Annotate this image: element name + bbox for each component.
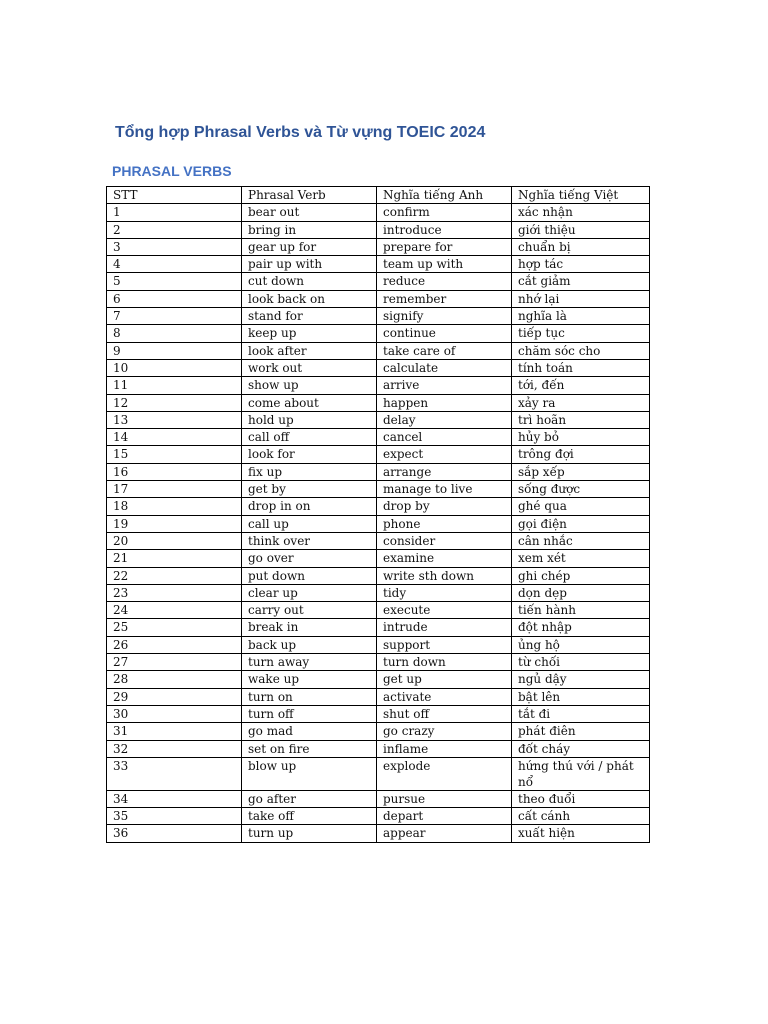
cell-phrasal-verb: go mad xyxy=(242,723,377,740)
table-row xyxy=(107,394,650,411)
cell-stt: 15 xyxy=(107,446,242,463)
cell-vietnamese-meaning: cân nhắc xyxy=(512,532,650,549)
cell-english-meaning: tidy xyxy=(377,584,512,601)
cell-english-meaning: consider xyxy=(377,532,512,549)
cell-vietnamese-meaning: chuẩn bị xyxy=(512,238,650,255)
table-row xyxy=(107,446,650,463)
cell-vietnamese-meaning: hủy bỏ xyxy=(512,429,650,446)
table-row xyxy=(107,654,650,671)
phrasal-verbs-table xyxy=(106,186,650,843)
header-english-meaning: Nghĩa tiếng Anh xyxy=(377,187,512,204)
cell-vietnamese-meaning: nhớ lại xyxy=(512,290,650,307)
cell-stt: 14 xyxy=(107,429,242,446)
table-row xyxy=(107,757,650,790)
table-row xyxy=(107,532,650,549)
cell-english-meaning: signify xyxy=(377,308,512,325)
cell-english-meaning: support xyxy=(377,636,512,653)
table-row xyxy=(107,411,650,428)
cell-english-meaning: phone xyxy=(377,515,512,532)
cell-vietnamese-meaning: cất cánh xyxy=(512,808,650,825)
cell-phrasal-verb: set on fire xyxy=(242,740,377,757)
cell-phrasal-verb: go after xyxy=(242,790,377,807)
cell-vietnamese-meaning: phát điên xyxy=(512,723,650,740)
cell-phrasal-verb: bear out xyxy=(242,204,377,221)
header-stt: STT xyxy=(107,187,242,204)
cell-vietnamese-meaning: tính toán xyxy=(512,359,650,376)
cell-phrasal-verb: keep up xyxy=(242,325,377,342)
cell-phrasal-verb: blow up xyxy=(242,757,377,790)
table-row xyxy=(107,688,650,705)
table-row xyxy=(107,342,650,359)
cell-stt: 17 xyxy=(107,481,242,498)
cell-stt: 13 xyxy=(107,411,242,428)
section-heading-phrasal-verbs: PHRASAL VERBS xyxy=(112,163,232,179)
cell-stt: 24 xyxy=(107,602,242,619)
cell-stt: 3 xyxy=(107,238,242,255)
cell-phrasal-verb: gear up for xyxy=(242,238,377,255)
cell-phrasal-verb: call off xyxy=(242,429,377,446)
cell-phrasal-verb: cut down xyxy=(242,273,377,290)
cell-english-meaning: happen xyxy=(377,394,512,411)
cell-vietnamese-meaning: dọn dẹp xyxy=(512,584,650,601)
table-row xyxy=(107,204,650,221)
cell-phrasal-verb: bring in xyxy=(242,221,377,238)
cell-stt: 22 xyxy=(107,567,242,584)
cell-phrasal-verb: hold up xyxy=(242,411,377,428)
cell-vietnamese-meaning: tiếp tục xyxy=(512,325,650,342)
cell-stt: 35 xyxy=(107,808,242,825)
cell-phrasal-verb: go over xyxy=(242,550,377,567)
cell-english-meaning: confirm xyxy=(377,204,512,221)
cell-phrasal-verb: carry out xyxy=(242,602,377,619)
cell-english-meaning: drop by xyxy=(377,498,512,515)
table-row xyxy=(107,602,650,619)
cell-stt: 16 xyxy=(107,463,242,480)
table-row xyxy=(107,359,650,376)
cell-phrasal-verb: look for xyxy=(242,446,377,463)
cell-english-meaning: reduce xyxy=(377,273,512,290)
cell-vietnamese-meaning: tắt đi xyxy=(512,705,650,722)
cell-vietnamese-meaning: ủng hộ xyxy=(512,636,650,653)
cell-stt: 12 xyxy=(107,394,242,411)
cell-phrasal-verb: work out xyxy=(242,359,377,376)
cell-vietnamese-meaning: hứng thú với / phát nổ xyxy=(512,757,650,790)
cell-phrasal-verb: look after xyxy=(242,342,377,359)
cell-phrasal-verb: show up xyxy=(242,377,377,394)
cell-stt: 34 xyxy=(107,790,242,807)
table-row xyxy=(107,498,650,515)
cell-english-meaning: calculate xyxy=(377,359,512,376)
cell-stt: 27 xyxy=(107,654,242,671)
cell-phrasal-verb: put down xyxy=(242,567,377,584)
cell-stt: 29 xyxy=(107,688,242,705)
cell-vietnamese-meaning: gọi điện xyxy=(512,515,650,532)
cell-stt: 2 xyxy=(107,221,242,238)
cell-english-meaning: turn down xyxy=(377,654,512,671)
cell-english-meaning: take care of xyxy=(377,342,512,359)
cell-phrasal-verb: call up xyxy=(242,515,377,532)
table-body xyxy=(107,187,650,843)
cell-phrasal-verb: wake up xyxy=(242,671,377,688)
cell-vietnamese-meaning: xuất hiện xyxy=(512,825,650,842)
table-row xyxy=(107,429,650,446)
table-header-row xyxy=(107,187,650,204)
table-row xyxy=(107,377,650,394)
cell-english-meaning: introduce xyxy=(377,221,512,238)
cell-stt: 19 xyxy=(107,515,242,532)
table-row xyxy=(107,825,650,842)
cell-vietnamese-meaning: đột nhập xyxy=(512,619,650,636)
table-row xyxy=(107,705,650,722)
cell-english-meaning: arrange xyxy=(377,463,512,480)
cell-english-meaning: manage to live xyxy=(377,481,512,498)
cell-stt: 18 xyxy=(107,498,242,515)
cell-phrasal-verb: turn away xyxy=(242,654,377,671)
cell-vietnamese-meaning: ngủ dậy xyxy=(512,671,650,688)
cell-english-meaning: pursue xyxy=(377,790,512,807)
cell-english-meaning: delay xyxy=(377,411,512,428)
cell-phrasal-verb: fix up xyxy=(242,463,377,480)
cell-vietnamese-meaning: tới, đến xyxy=(512,377,650,394)
cell-vietnamese-meaning: cắt giảm xyxy=(512,273,650,290)
cell-vietnamese-meaning: xem xét xyxy=(512,550,650,567)
cell-english-meaning: activate xyxy=(377,688,512,705)
cell-phrasal-verb: stand for xyxy=(242,308,377,325)
table-row xyxy=(107,808,650,825)
cell-stt: 5 xyxy=(107,273,242,290)
table-row xyxy=(107,550,650,567)
cell-english-meaning: appear xyxy=(377,825,512,842)
cell-stt: 26 xyxy=(107,636,242,653)
cell-phrasal-verb: break in xyxy=(242,619,377,636)
cell-vietnamese-meaning: theo đuổi xyxy=(512,790,650,807)
cell-phrasal-verb: drop in on xyxy=(242,498,377,515)
cell-english-meaning: arrive xyxy=(377,377,512,394)
cell-vietnamese-meaning: tiến hành xyxy=(512,602,650,619)
cell-phrasal-verb: turn off xyxy=(242,705,377,722)
cell-stt: 7 xyxy=(107,308,242,325)
cell-stt: 21 xyxy=(107,550,242,567)
cell-phrasal-verb: look back on xyxy=(242,290,377,307)
cell-vietnamese-meaning: ghé qua xyxy=(512,498,650,515)
cell-english-meaning: inflame xyxy=(377,740,512,757)
document-title: Tổng hợp Phrasal Verbs và Từ vựng TOEIC 2024 xyxy=(115,124,486,141)
cell-stt: 28 xyxy=(107,671,242,688)
cell-stt: 30 xyxy=(107,705,242,722)
cell-english-meaning: intrude xyxy=(377,619,512,636)
table-row xyxy=(107,671,650,688)
table-row xyxy=(107,238,650,255)
table-row xyxy=(107,790,650,807)
cell-phrasal-verb: turn up xyxy=(242,825,377,842)
cell-english-meaning: write sth down xyxy=(377,567,512,584)
cell-stt: 25 xyxy=(107,619,242,636)
table-row xyxy=(107,515,650,532)
table-row xyxy=(107,463,650,480)
cell-stt: 32 xyxy=(107,740,242,757)
cell-english-meaning: cancel xyxy=(377,429,512,446)
table-row xyxy=(107,567,650,584)
cell-stt: 6 xyxy=(107,290,242,307)
cell-english-meaning: explode xyxy=(377,757,512,790)
cell-vietnamese-meaning: trì hoãn xyxy=(512,411,650,428)
table-row xyxy=(107,481,650,498)
cell-vietnamese-meaning: sống được xyxy=(512,481,650,498)
table-row xyxy=(107,325,650,342)
cell-stt: 8 xyxy=(107,325,242,342)
cell-vietnamese-meaning: bật lên xyxy=(512,688,650,705)
table-row xyxy=(107,221,650,238)
cell-phrasal-verb: back up xyxy=(242,636,377,653)
cell-vietnamese-meaning: từ chối xyxy=(512,654,650,671)
cell-english-meaning: execute xyxy=(377,602,512,619)
cell-stt: 36 xyxy=(107,825,242,842)
table-row xyxy=(107,619,650,636)
cell-english-meaning: continue xyxy=(377,325,512,342)
cell-vietnamese-meaning: đốt cháy xyxy=(512,740,650,757)
cell-stt: 10 xyxy=(107,359,242,376)
table-row xyxy=(107,290,650,307)
cell-english-meaning: go crazy xyxy=(377,723,512,740)
cell-english-meaning: expect xyxy=(377,446,512,463)
cell-stt: 11 xyxy=(107,377,242,394)
table-row xyxy=(107,636,650,653)
cell-vietnamese-meaning: ghi chép xyxy=(512,567,650,584)
cell-vietnamese-meaning: xảy ra xyxy=(512,394,650,411)
cell-english-meaning: shut off xyxy=(377,705,512,722)
table-row xyxy=(107,308,650,325)
cell-phrasal-verb: clear up xyxy=(242,584,377,601)
cell-vietnamese-meaning: trông đợi xyxy=(512,446,650,463)
cell-stt: 20 xyxy=(107,532,242,549)
table-row xyxy=(107,584,650,601)
cell-english-meaning: get up xyxy=(377,671,512,688)
cell-phrasal-verb: come about xyxy=(242,394,377,411)
table-row xyxy=(107,723,650,740)
cell-english-meaning: prepare for xyxy=(377,238,512,255)
cell-phrasal-verb: pair up with xyxy=(242,256,377,273)
cell-stt: 31 xyxy=(107,723,242,740)
cell-stt: 9 xyxy=(107,342,242,359)
cell-phrasal-verb: take off xyxy=(242,808,377,825)
table-row xyxy=(107,256,650,273)
cell-vietnamese-meaning: giới thiệu xyxy=(512,221,650,238)
cell-phrasal-verb: think over xyxy=(242,532,377,549)
cell-english-meaning: depart xyxy=(377,808,512,825)
header-vietnamese-meaning: Nghĩa tiếng Việt xyxy=(512,187,650,204)
cell-english-meaning: team up with xyxy=(377,256,512,273)
header-phrasal-verb: Phrasal Verb xyxy=(242,187,377,204)
cell-stt: 23 xyxy=(107,584,242,601)
cell-english-meaning: remember xyxy=(377,290,512,307)
cell-stt: 33 xyxy=(107,757,242,790)
cell-vietnamese-meaning: xác nhận xyxy=(512,204,650,221)
cell-vietnamese-meaning: chăm sóc cho xyxy=(512,342,650,359)
cell-stt: 4 xyxy=(107,256,242,273)
cell-phrasal-verb: turn on xyxy=(242,688,377,705)
cell-english-meaning: examine xyxy=(377,550,512,567)
table-row xyxy=(107,740,650,757)
cell-vietnamese-meaning: nghĩa là xyxy=(512,308,650,325)
cell-phrasal-verb: get by xyxy=(242,481,377,498)
cell-vietnamese-meaning: hợp tác xyxy=(512,256,650,273)
cell-vietnamese-meaning: sắp xếp xyxy=(512,463,650,480)
table-row xyxy=(107,273,650,290)
cell-stt: 1 xyxy=(107,204,242,221)
